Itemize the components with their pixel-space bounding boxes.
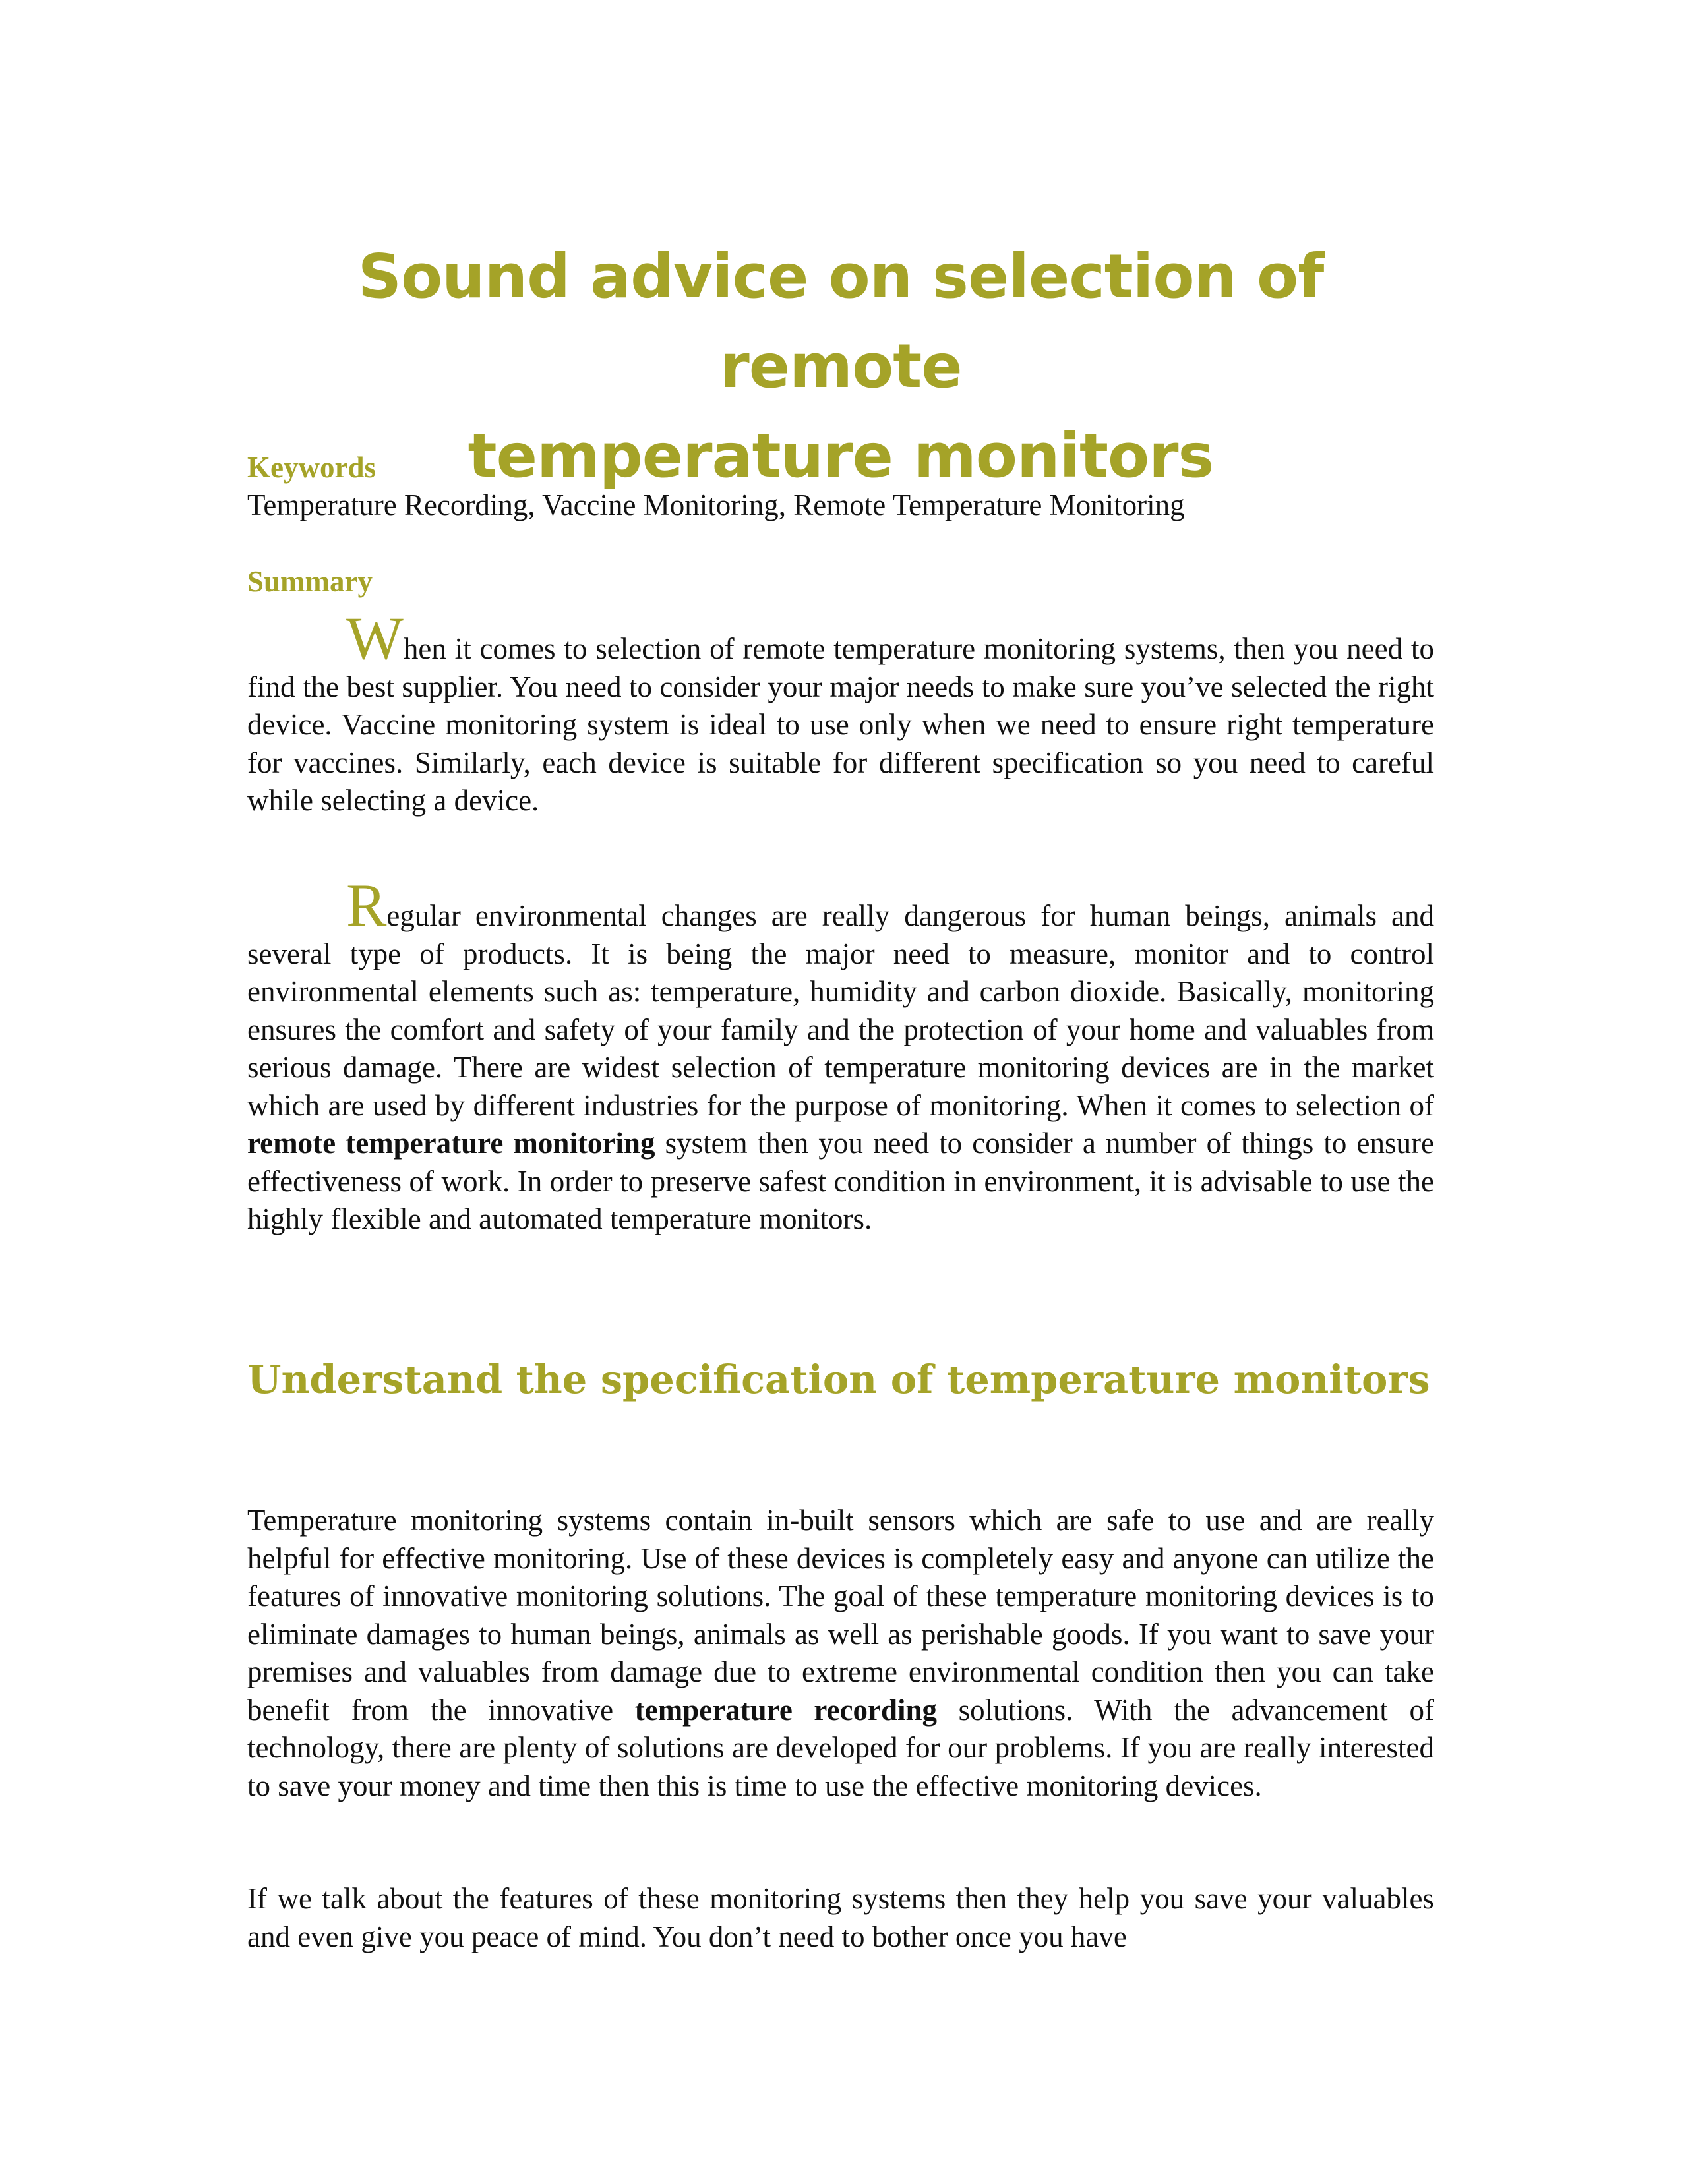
keywords-label: Keywords bbox=[247, 451, 376, 484]
summary-label: Summary bbox=[247, 565, 373, 598]
body-paragraph-1 bbox=[247, 871, 1434, 1239]
bold-keyword: remote temperature monitoring bbox=[247, 1127, 655, 1160]
dropcap-letter: R bbox=[346, 871, 387, 939]
paragraph-text: hen it comes to selection of remote temperature monitoring systems, then you need to find the best supplier. You need to consider your major needs to make sure you’ve selected the right device. Vaccine monitoring system is ideal to use only when we need to ensure right temperature for vaccines. Similarly, each device is suitable for different specification so you need to careful while selecting a device. bbox=[247, 632, 1434, 817]
paragraph-text: egular environmental changes are really dangerous for human beings, animals and several type of products. It is being the major need to measure, monitor and to control environmental elements such as: temperature, humidity and carbon dioxide. Basically, monitoring ensures the comfort and safety of your family and the protection of your home and valuables from serious damage. There are widest selection of temperature monitoring devices are in the market which are used by different industries for the purpose of monitoring. When it comes to selection of bbox=[247, 899, 1434, 1122]
title-line-2: temperature monitors bbox=[467, 421, 1214, 491]
title-line-1: Sound advice on selection of remote bbox=[357, 241, 1324, 401]
body-paragraph-2 bbox=[247, 1502, 1434, 1805]
paragraph-text-continued: solutions. With the advancement of technology, there are plenty of solutions are developed for our problems. If you are really interested to save your money and time then this is time to use the effective monitoring devices. bbox=[247, 1693, 1434, 1802]
dropcap-letter: W bbox=[346, 605, 404, 672]
bold-keyword: temperature recording bbox=[634, 1693, 938, 1727]
keywords-text: Temperature Recording, Vaccine Monitoring, Remote Temperature Monitoring bbox=[247, 488, 1185, 521]
body-paragraph-3: If we talk about the features of these monitoring systems then they help you save your valuables and even give you peace of mind. You don’t need to bother once you have bbox=[247, 1882, 1434, 1953]
document-title bbox=[247, 232, 1434, 501]
paragraph-text-continued: system then you need to consider a number of things to ensure effectiveness of work. In order to preserve safest condition in environment, it is advisable to use the highly flexible and automated temperature monitors. bbox=[247, 1127, 1434, 1235]
section-heading: Understand the specification of temperature monitors bbox=[247, 1357, 1430, 1402]
summary-paragraph bbox=[247, 605, 1434, 820]
paragraph-text: Temperature monitoring systems contain in-built sensors which are safe to use and are really helpful for effective monitoring. Use of these devices is completely easy and anyone can utilize the features of innovative monitoring solutions. The goal of these temperature monitoring devices is to eliminate damages to human beings, animals as well as perishable goods. If you want to save your premises and valuables from damage due to extreme environmental condition then you can take benefit from the innovative bbox=[247, 1504, 1434, 1727]
